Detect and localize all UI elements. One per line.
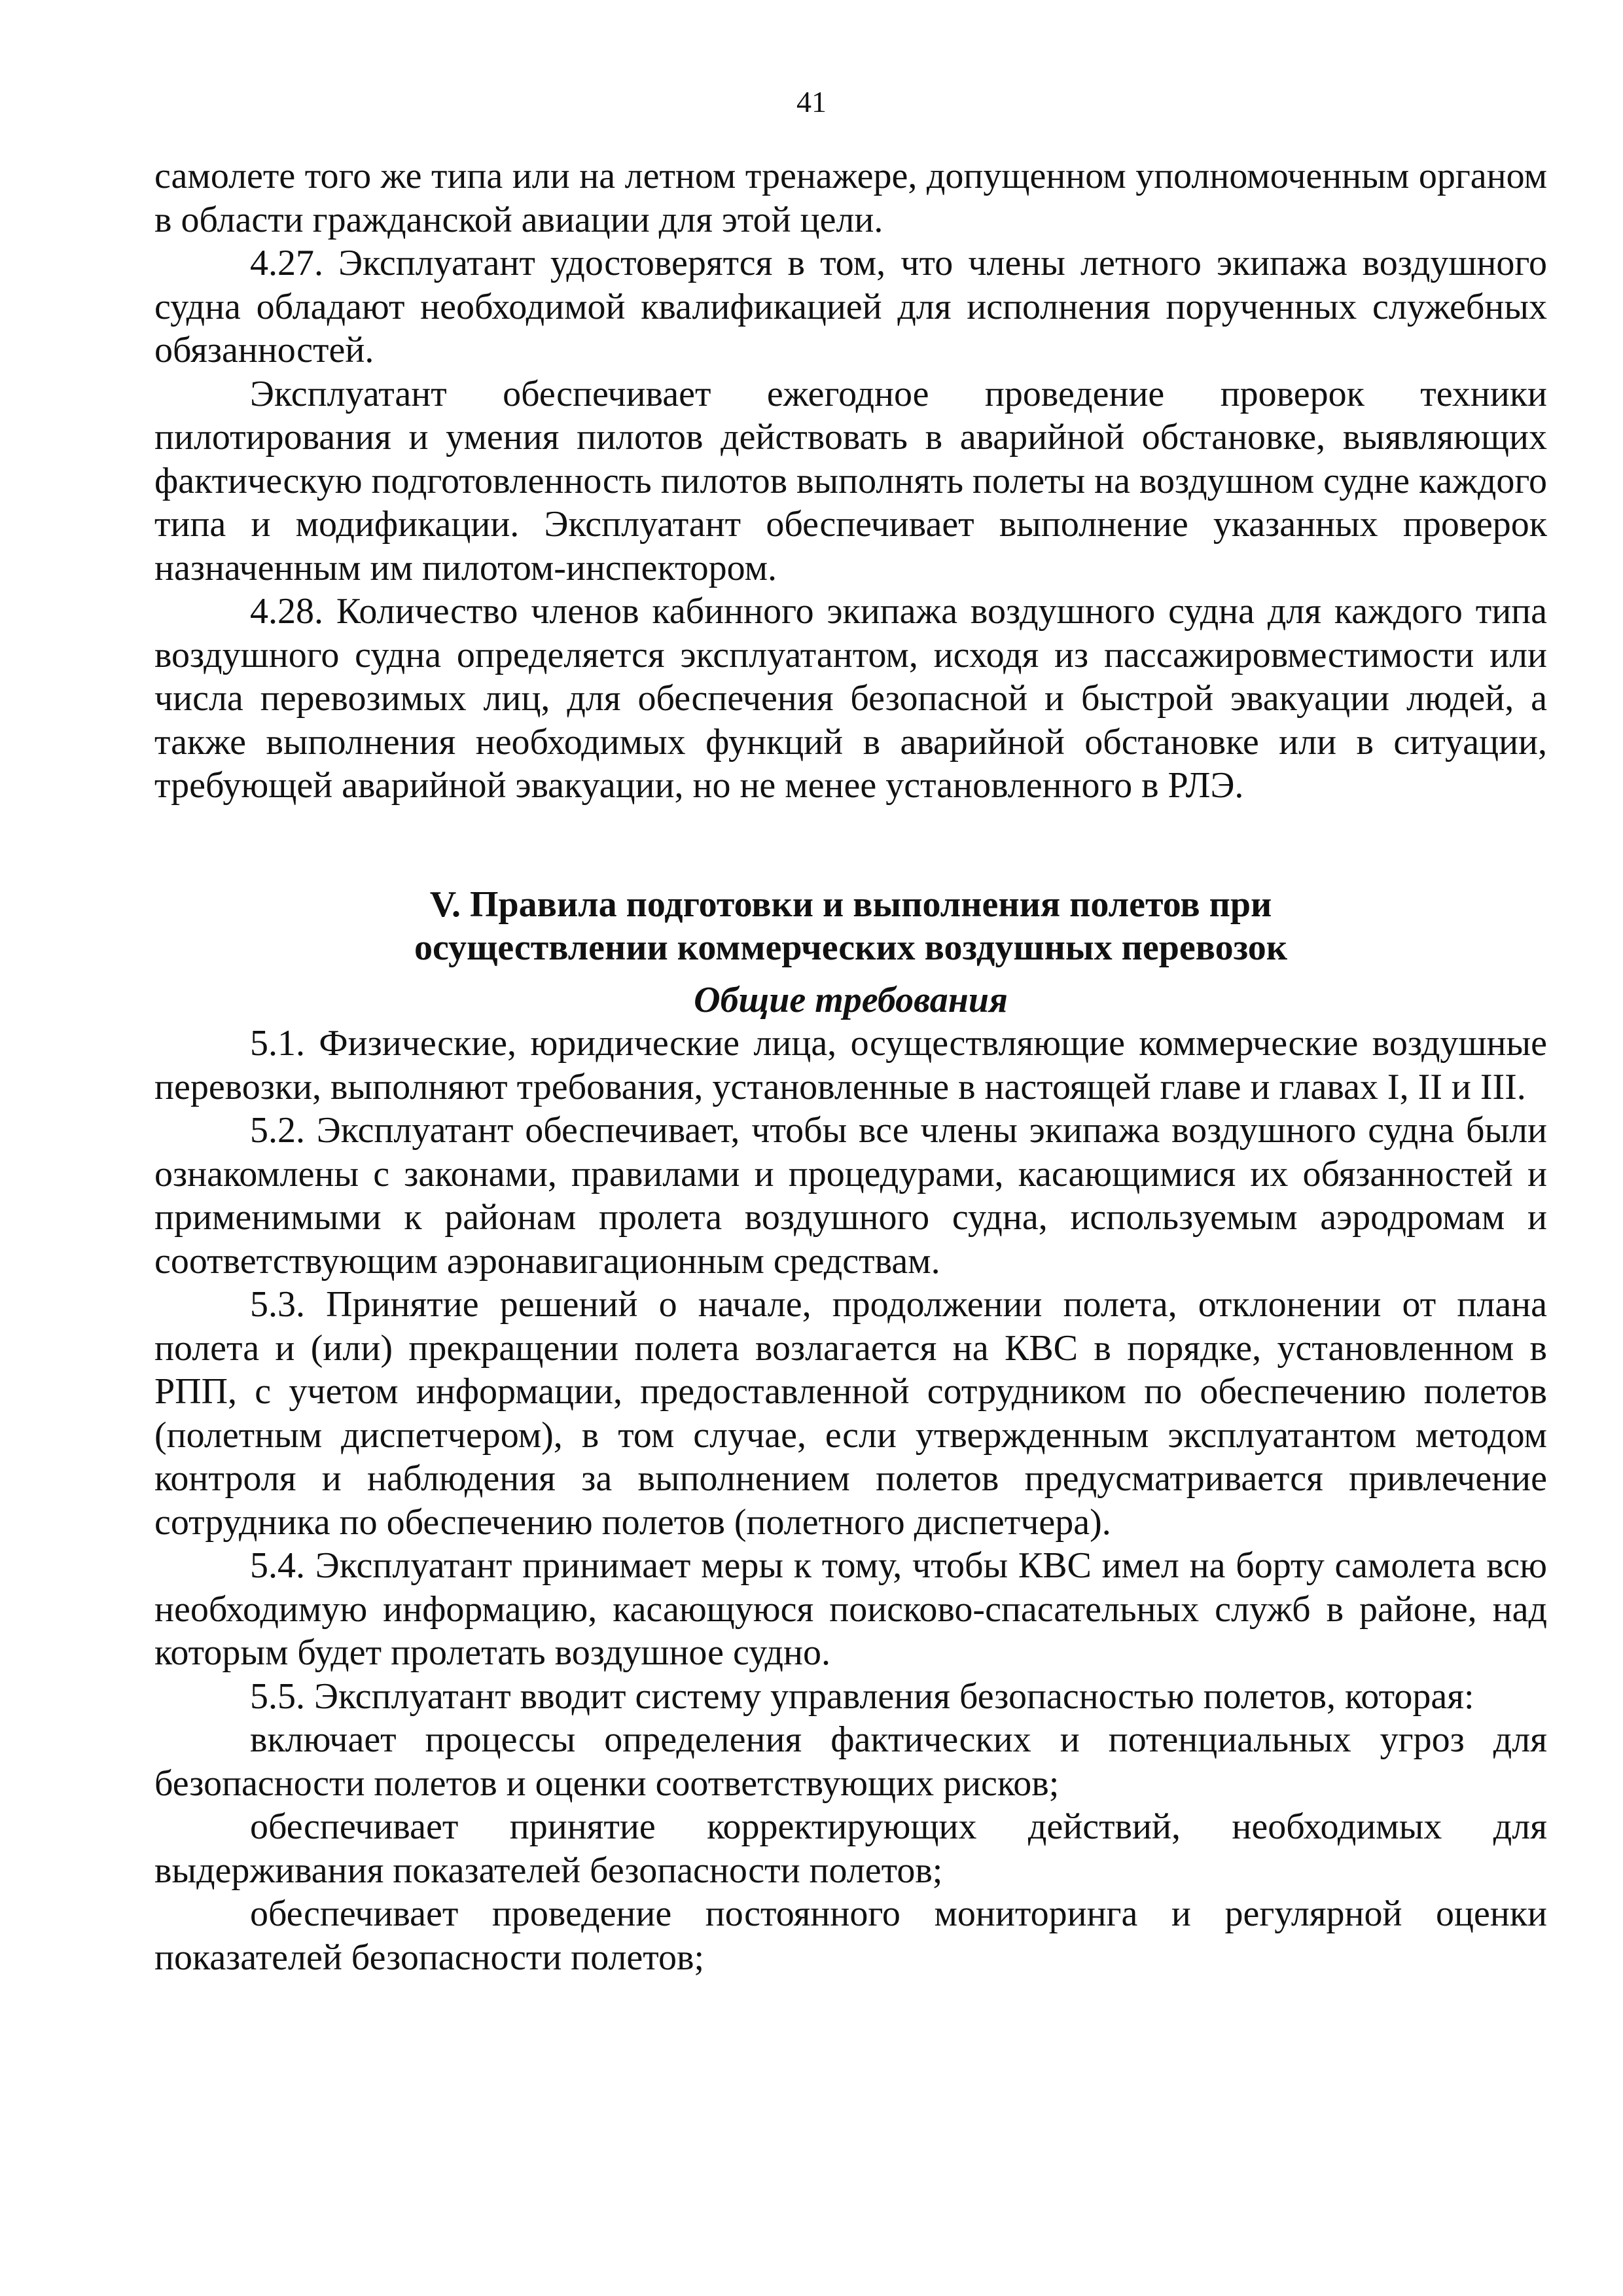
paragraph-continuation: самолете того же типа или на летном тренажере, допущенном уполномоченным органом в области гражданской авиации для этой цели.	[154, 156, 1547, 240]
paragraph-5-4: 5.4. Эксплуатант принимает меры к тому, чтобы КВС имел на борту самолета всю необходимую информацию, касающуюся поисково-спасательных служб в районе, над которым будет пролетать воздушное судно.	[154, 1545, 1547, 1673]
list-item-corrective-actions: обеспечивает принятие корректирующих действий, необходимых для выдерживания показателей безопасности полетов;	[154, 1806, 1547, 1891]
paragraph-5-5: 5.5. Эксплуатант вводит систему управления безопасностью полетов, которая:	[250, 1676, 1474, 1717]
list-item-monitoring: обеспечивает проведение постоянного мониторинга и регулярной оценки показателей безопасности полетов;	[154, 1893, 1547, 1978]
document-body	[154, 154, 1547, 1979]
paragraph-5-2: 5.2. Эксплуатант обеспечивает, чтобы все члены экипажа воздушного судна были ознакомлены с законами, правилами и процедурами, касающимися их обязанностей и применимыми к районам пролета воздушного судна, используемым аэродромам и соответствующим аэронавигационным средствам.	[154, 1110, 1547, 1282]
page-number: 41	[796, 85, 827, 118]
section-heading-line-2: осуществлении коммерческих воздушных перевозок	[414, 927, 1288, 968]
section-heading	[154, 883, 1547, 969]
section-heading-line-1: V. Правила подготовки и выполнения полетов при	[429, 884, 1272, 925]
paragraph-4-28: 4.28. Количество членов кабинного экипажа воздушного судна для каждого типа воздушного судна определяется эксплуатантом, исходя из пассажировместимости или числа перевозимых лиц, для обеспечения безопасной и быстрой эвакуации людей, а также выполнения необходимых функций в аварийной обстановке или в ситуации, требующей аварийной эвакуации, но не менее установленного в РЛЭ.	[154, 591, 1547, 806]
section-subheading: Общие требования	[694, 979, 1008, 1020]
paragraph-5-3: 5.3. Принятие решений о начале, продолжении полета, отклонении от плана полета и (или) прекращении полета возлагается на КВС в порядке, установленном в РПП, с учетом информации, предоставленной сотрудником по обеспечению полетов (полетным диспетчером), в том случае, если утвержденным эксплуатантом методом контроля и наблюдения за выполнением полетов предусматривается привлечение сотрудника по обеспечению полетов (полетного диспетчера).	[154, 1284, 1547, 1543]
list-item-risk-processes: включает процессы определения фактических и потенциальных угроз для безопасности полетов и оценки соответствующих рисков;	[154, 1719, 1547, 1804]
paragraph-5-1: 5.1. Физические, юридические лица, осуществляющие коммерческие воздушные перевозки, выполняют требования, установленные в настоящей главе и главах I, II и III.	[154, 1023, 1547, 1107]
paragraph-4-27: 4.27. Эксплуатант удостоверятся в том, что члены летного экипажа воздушного судна обладают необходимой квалификацией для исполнения порученных служебных обязанностей.	[154, 243, 1547, 370]
paragraph-annual-checks: Эксплуатант обеспечивает ежегодное проведение проверок техники пилотирования и умения пилотов действовать в аварийной обстановке, выявляющих фактическую подготовленность пилотов выполнять полеты на воздушном судне каждого типа и модификации. Эксплуатант обеспечивает выполнение указанных проверок назначенным им пилотом-инспектором.	[154, 373, 1547, 588]
